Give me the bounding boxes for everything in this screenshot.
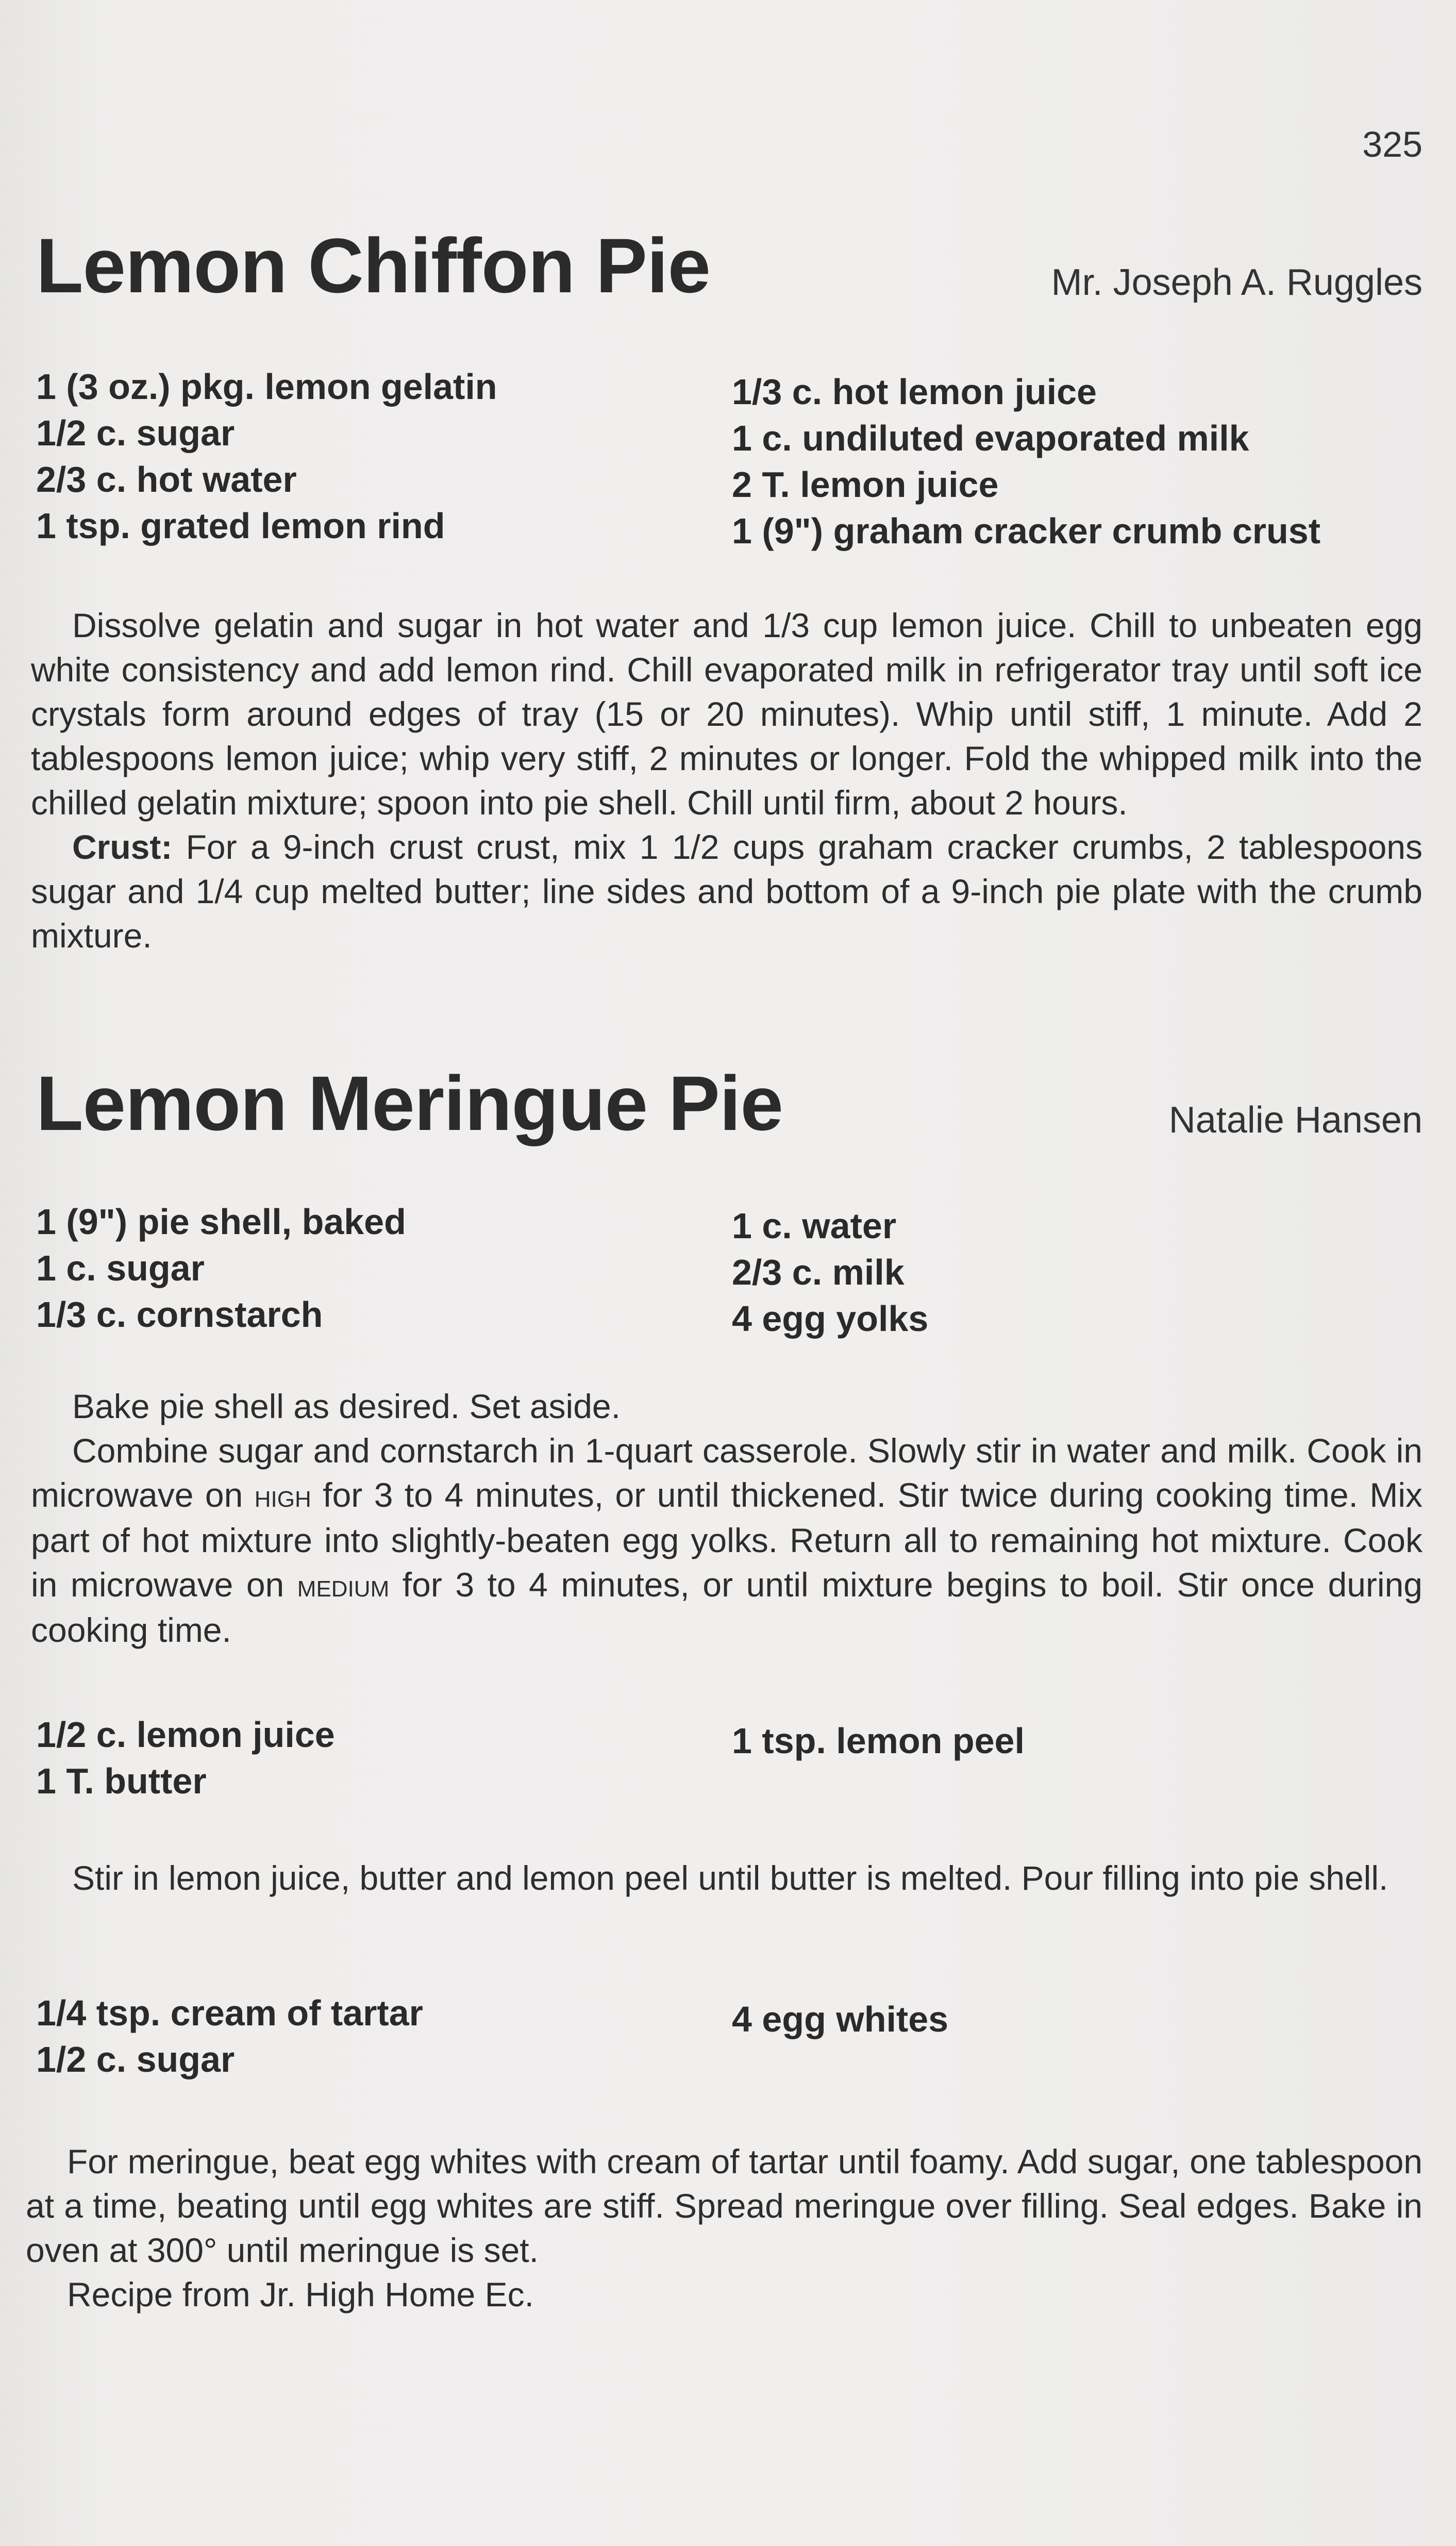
ingredient-column-left bbox=[36, 1199, 732, 1342]
ingredient-item: 1 (9") pie shell, baked bbox=[36, 1202, 406, 1242]
directions-block bbox=[31, 603, 1422, 958]
ingredient-column-right bbox=[732, 1718, 1422, 1804]
ingredient-item: 1/2 c. sugar bbox=[36, 2039, 235, 2079]
ingredient-item: 1/2 c. sugar bbox=[36, 413, 235, 453]
ingredient-item: 1 c. undiluted evaporated milk bbox=[732, 418, 1249, 458]
ingredient-item: 1 c. sugar bbox=[36, 1248, 205, 1288]
directions-block bbox=[31, 1856, 1422, 1900]
directions-block bbox=[31, 1384, 1422, 1652]
directions-text: for 3 to 4 minutes, or until mixture begins to boil. Stir once during cooking time. bbox=[31, 1566, 1422, 1649]
ingredient-list bbox=[36, 1711, 1422, 1804]
recipe-title: Lemon Meringue Pie bbox=[36, 1060, 783, 1146]
ingredient-list bbox=[36, 1990, 1422, 2083]
recipe-header-lemon-chiffon bbox=[36, 222, 1422, 309]
ingredient-column-right bbox=[732, 1996, 1422, 2083]
directions-text: Combine sugar and cornstarch in 1-quart casserole. Slowly stir in water and milk. Cook in microwave on bbox=[31, 1432, 1422, 1514]
recipe-author: Natalie Hansen bbox=[1168, 1100, 1422, 1141]
ingredient-column-left bbox=[36, 363, 732, 554]
crust-text: For a 9-inch crust crust, mix 1 1/2 cups graham cracker crumbs, 2 tablespoons sugar and 1/4 cup melted butter; line sides and bottom of a 9-inch pie plate with the crumb mixture. bbox=[31, 828, 1422, 955]
directions-paragraph: Dissolve gelatin and sugar in hot water and 1/3 cup lemon juice. Chill to unbeaten egg white consistency and add lemon rind. Chill evaporated milk in refrigerator tray until soft ice crystals form around edges of tray (15 or 20 minutes). Whip until stiff, 1 minute. Add 2 tablespoons lemon juice; whip very stiff, 2 minutes or longer. Fold the whipped milk into the chilled gelatin mixture; spoon into pie shell. Chill until firm, about 2 hours. bbox=[31, 606, 1422, 822]
ingredient-column-left bbox=[36, 1990, 732, 2083]
crust-paragraph bbox=[31, 825, 1422, 958]
ingredient-list bbox=[36, 363, 1422, 554]
ingredient-item: 2/3 c. milk bbox=[732, 1252, 905, 1292]
ingredient-item: 2 T. lemon juice bbox=[732, 464, 999, 505]
ingredient-column-right bbox=[732, 1203, 1422, 1342]
ingredient-item: 4 egg yolks bbox=[732, 1299, 929, 1339]
directions-text: for 3 to 4 minutes, or until thickened. Stir twice during cooking time. Mix part of hot mixture into slightly-beaten egg yolks. Return all to remaining hot mixture. Cook in microwave on bbox=[31, 1476, 1422, 1604]
page-number: 325 bbox=[1362, 124, 1422, 164]
ingredient-item: 1 T. butter bbox=[36, 1761, 207, 1801]
recipe-header-lemon-meringue bbox=[36, 1060, 1422, 1146]
ingredient-item: 1 (9") graham cracker crumb crust bbox=[732, 511, 1321, 551]
ingredient-item: 2/3 c. hot water bbox=[36, 459, 297, 500]
ingredient-list bbox=[36, 1199, 1422, 1342]
ingredient-item: 1 tsp. lemon peel bbox=[732, 1721, 1025, 1761]
power-level-medium: medium bbox=[297, 1568, 390, 1604]
ingredient-item: 1/3 c. hot lemon juice bbox=[732, 372, 1097, 412]
ingredient-item: 1 tsp. grated lemon rind bbox=[36, 506, 445, 546]
directions-paragraph bbox=[31, 1428, 1422, 1652]
ingredient-item: 1/2 c. lemon juice bbox=[36, 1715, 335, 1755]
directions-paragraph: Stir in lemon juice, butter and lemon peel until butter is melted. Pour filling into pie shell. bbox=[72, 1859, 1388, 1897]
directions-paragraph: Bake pie shell as desired. Set aside. bbox=[72, 1387, 621, 1425]
ingredient-column-right bbox=[732, 369, 1422, 554]
recipe-author: Mr. Joseph A. Ruggles bbox=[1051, 262, 1422, 303]
recipe-title: Lemon Chiffon Pie bbox=[36, 222, 710, 309]
crust-label: Crust: bbox=[72, 828, 173, 866]
ingredient-item: 1 (3 oz.) pkg. lemon gelatin bbox=[36, 367, 497, 407]
ingredient-item: 4 egg whites bbox=[732, 1999, 949, 2039]
power-level-high: high bbox=[254, 1478, 311, 1514]
ingredient-item: 1 c. water bbox=[732, 1206, 897, 1246]
ingredient-item: 1/4 tsp. cream of tartar bbox=[36, 1993, 423, 2033]
directions-block bbox=[26, 2139, 1422, 2317]
source-note: Recipe from Jr. High Home Ec. bbox=[67, 2275, 534, 2314]
ingredient-item: 1/3 c. cornstarch bbox=[36, 1294, 323, 1335]
directions-paragraph: For meringue, beat egg whites with cream of tartar until foamy. Add sugar, one tablespoon at a time, beating until egg whites are stiff. Spread meringue over filling. Seal edges. Bake in oven at 300° until meringue is set. bbox=[26, 2142, 1422, 2269]
ingredient-column-left bbox=[36, 1711, 732, 1804]
